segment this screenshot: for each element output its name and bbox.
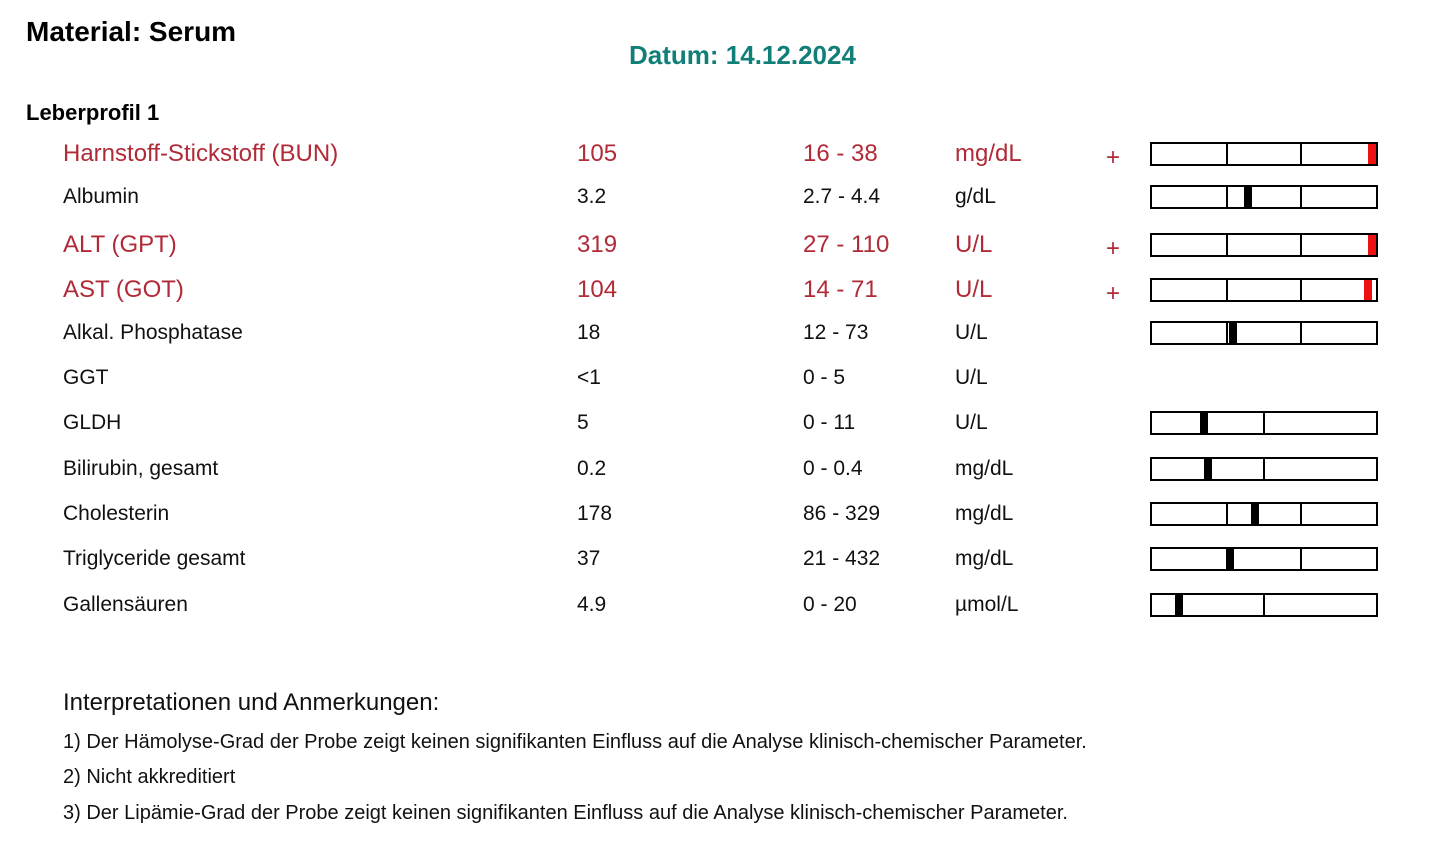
value-marker <box>1229 323 1237 343</box>
notes-title: Interpretationen und Anmerkungen: <box>63 689 440 716</box>
result-row <box>0 499 1456 529</box>
reference-range: 0 - 11 <box>803 411 856 434</box>
range-indicator-bar <box>1150 502 1378 526</box>
test-value: 18 <box>577 321 601 344</box>
result-row <box>0 139 1456 169</box>
range-indicator-bar <box>1150 278 1378 302</box>
result-row <box>0 230 1456 260</box>
value-marker <box>1226 549 1234 569</box>
range-indicator-bar <box>1150 142 1378 166</box>
test-name: Gallensäuren <box>63 593 188 616</box>
note-item-2: 2) Nicht akkreditiert <box>63 766 236 788</box>
value-marker <box>1251 504 1259 524</box>
reference-range: 0 - 20 <box>803 593 857 616</box>
value-marker <box>1368 144 1376 164</box>
bar-divider <box>1300 280 1302 300</box>
range-indicator-bar <box>1150 547 1378 571</box>
test-unit: U/L <box>955 411 988 434</box>
range-indicator-bar <box>1150 321 1378 345</box>
note-item-1: 1) Der Hämolyse-Grad der Probe zeigt keinen signifikanten Einfluss auf die Analyse klinisch-chemischer Parameter. <box>63 731 1087 753</box>
value-marker <box>1204 459 1212 479</box>
range-indicator-bar <box>1150 411 1378 435</box>
bar-divider <box>1300 504 1302 524</box>
abnormal-flag: + <box>1106 280 1121 307</box>
range-indicator-bar <box>1150 185 1378 209</box>
test-name: Albumin <box>63 185 139 208</box>
bar-divider <box>1300 549 1302 569</box>
bar-divider <box>1226 144 1228 164</box>
bar-divider <box>1263 595 1265 615</box>
reference-range: 16 - 38 <box>803 140 878 167</box>
bar-divider <box>1226 504 1228 524</box>
reference-range: 12 - 73 <box>803 321 869 344</box>
result-row <box>0 408 1456 438</box>
bar-divider <box>1300 323 1302 343</box>
material-label: Material: Serum <box>26 16 237 47</box>
range-indicator-bar <box>1150 593 1378 617</box>
test-name: Alkal. Phosphatase <box>63 321 243 344</box>
reference-range: 2.7 - 4.4 <box>803 185 881 208</box>
test-name: Triglyceride gesamt <box>63 547 246 570</box>
reference-range: 21 - 432 <box>803 547 881 570</box>
test-value: 37 <box>577 547 601 570</box>
test-value: 104 <box>577 276 618 303</box>
value-marker <box>1368 235 1376 255</box>
test-value: 0.2 <box>577 457 607 480</box>
bar-divider <box>1226 235 1228 255</box>
reference-range: 0 - 0.4 <box>803 457 863 480</box>
test-value: 319 <box>577 231 618 258</box>
reference-range: 86 - 329 <box>803 502 881 525</box>
test-name: ALT (GPT) <box>63 231 177 258</box>
abnormal-flag: + <box>1106 144 1121 171</box>
test-unit: U/L <box>955 231 993 258</box>
value-marker <box>1175 595 1183 615</box>
test-name: GLDH <box>63 411 122 434</box>
test-name: Bilirubin, gesamt <box>63 457 219 480</box>
test-unit: U/L <box>955 366 988 389</box>
test-unit: U/L <box>955 276 993 303</box>
result-row <box>0 275 1456 305</box>
result-row <box>0 318 1456 348</box>
bar-divider <box>1300 144 1302 164</box>
result-row <box>0 544 1456 574</box>
result-row <box>0 454 1456 484</box>
note-item-3: 3) Der Lipämie-Grad der Probe zeigt keinen signifikanten Einfluss auf die Analyse klinisch-chemischer Parameter. <box>63 802 1068 824</box>
test-value: 4.9 <box>577 593 607 616</box>
bar-divider <box>1226 187 1228 207</box>
value-marker <box>1200 413 1208 433</box>
test-value: 178 <box>577 502 613 525</box>
value-marker <box>1364 280 1372 300</box>
report-date: Datum: 14.12.2024 <box>629 40 856 70</box>
value-marker <box>1244 187 1252 207</box>
reference-range: 27 - 110 <box>803 231 890 258</box>
result-row <box>0 590 1456 620</box>
reference-range: 0 - 5 <box>803 366 846 389</box>
test-unit: mg/dL <box>955 547 1014 570</box>
result-row <box>0 363 1456 393</box>
range-indicator-bar <box>1150 233 1378 257</box>
bar-divider <box>1300 187 1302 207</box>
result-row <box>0 182 1456 212</box>
test-unit: g/dL <box>955 185 996 208</box>
test-unit: mg/dL <box>955 457 1014 480</box>
abnormal-flag: + <box>1106 235 1121 262</box>
test-unit: mg/dL <box>955 502 1014 525</box>
bar-divider <box>1300 235 1302 255</box>
section-title: Leberprofil 1 <box>26 100 160 125</box>
bar-divider <box>1226 323 1228 343</box>
range-indicator-bar <box>1150 457 1378 481</box>
bar-divider <box>1226 280 1228 300</box>
test-unit: U/L <box>955 321 988 344</box>
test-value: 5 <box>577 411 589 434</box>
test-name: Cholesterin <box>63 502 170 525</box>
test-name: GGT <box>63 366 109 389</box>
bar-divider <box>1263 459 1265 479</box>
test-value: 3.2 <box>577 185 607 208</box>
test-value: 105 <box>577 140 618 167</box>
test-name: Harnstoff-Stickstoff (BUN) <box>63 140 339 167</box>
reference-range: 14 - 71 <box>803 276 878 303</box>
test-value: <1 <box>577 366 601 389</box>
test-name: AST (GOT) <box>63 276 184 303</box>
bar-divider <box>1263 413 1265 433</box>
test-unit: mg/dL <box>955 140 1022 167</box>
test-unit: µmol/L <box>955 593 1019 616</box>
